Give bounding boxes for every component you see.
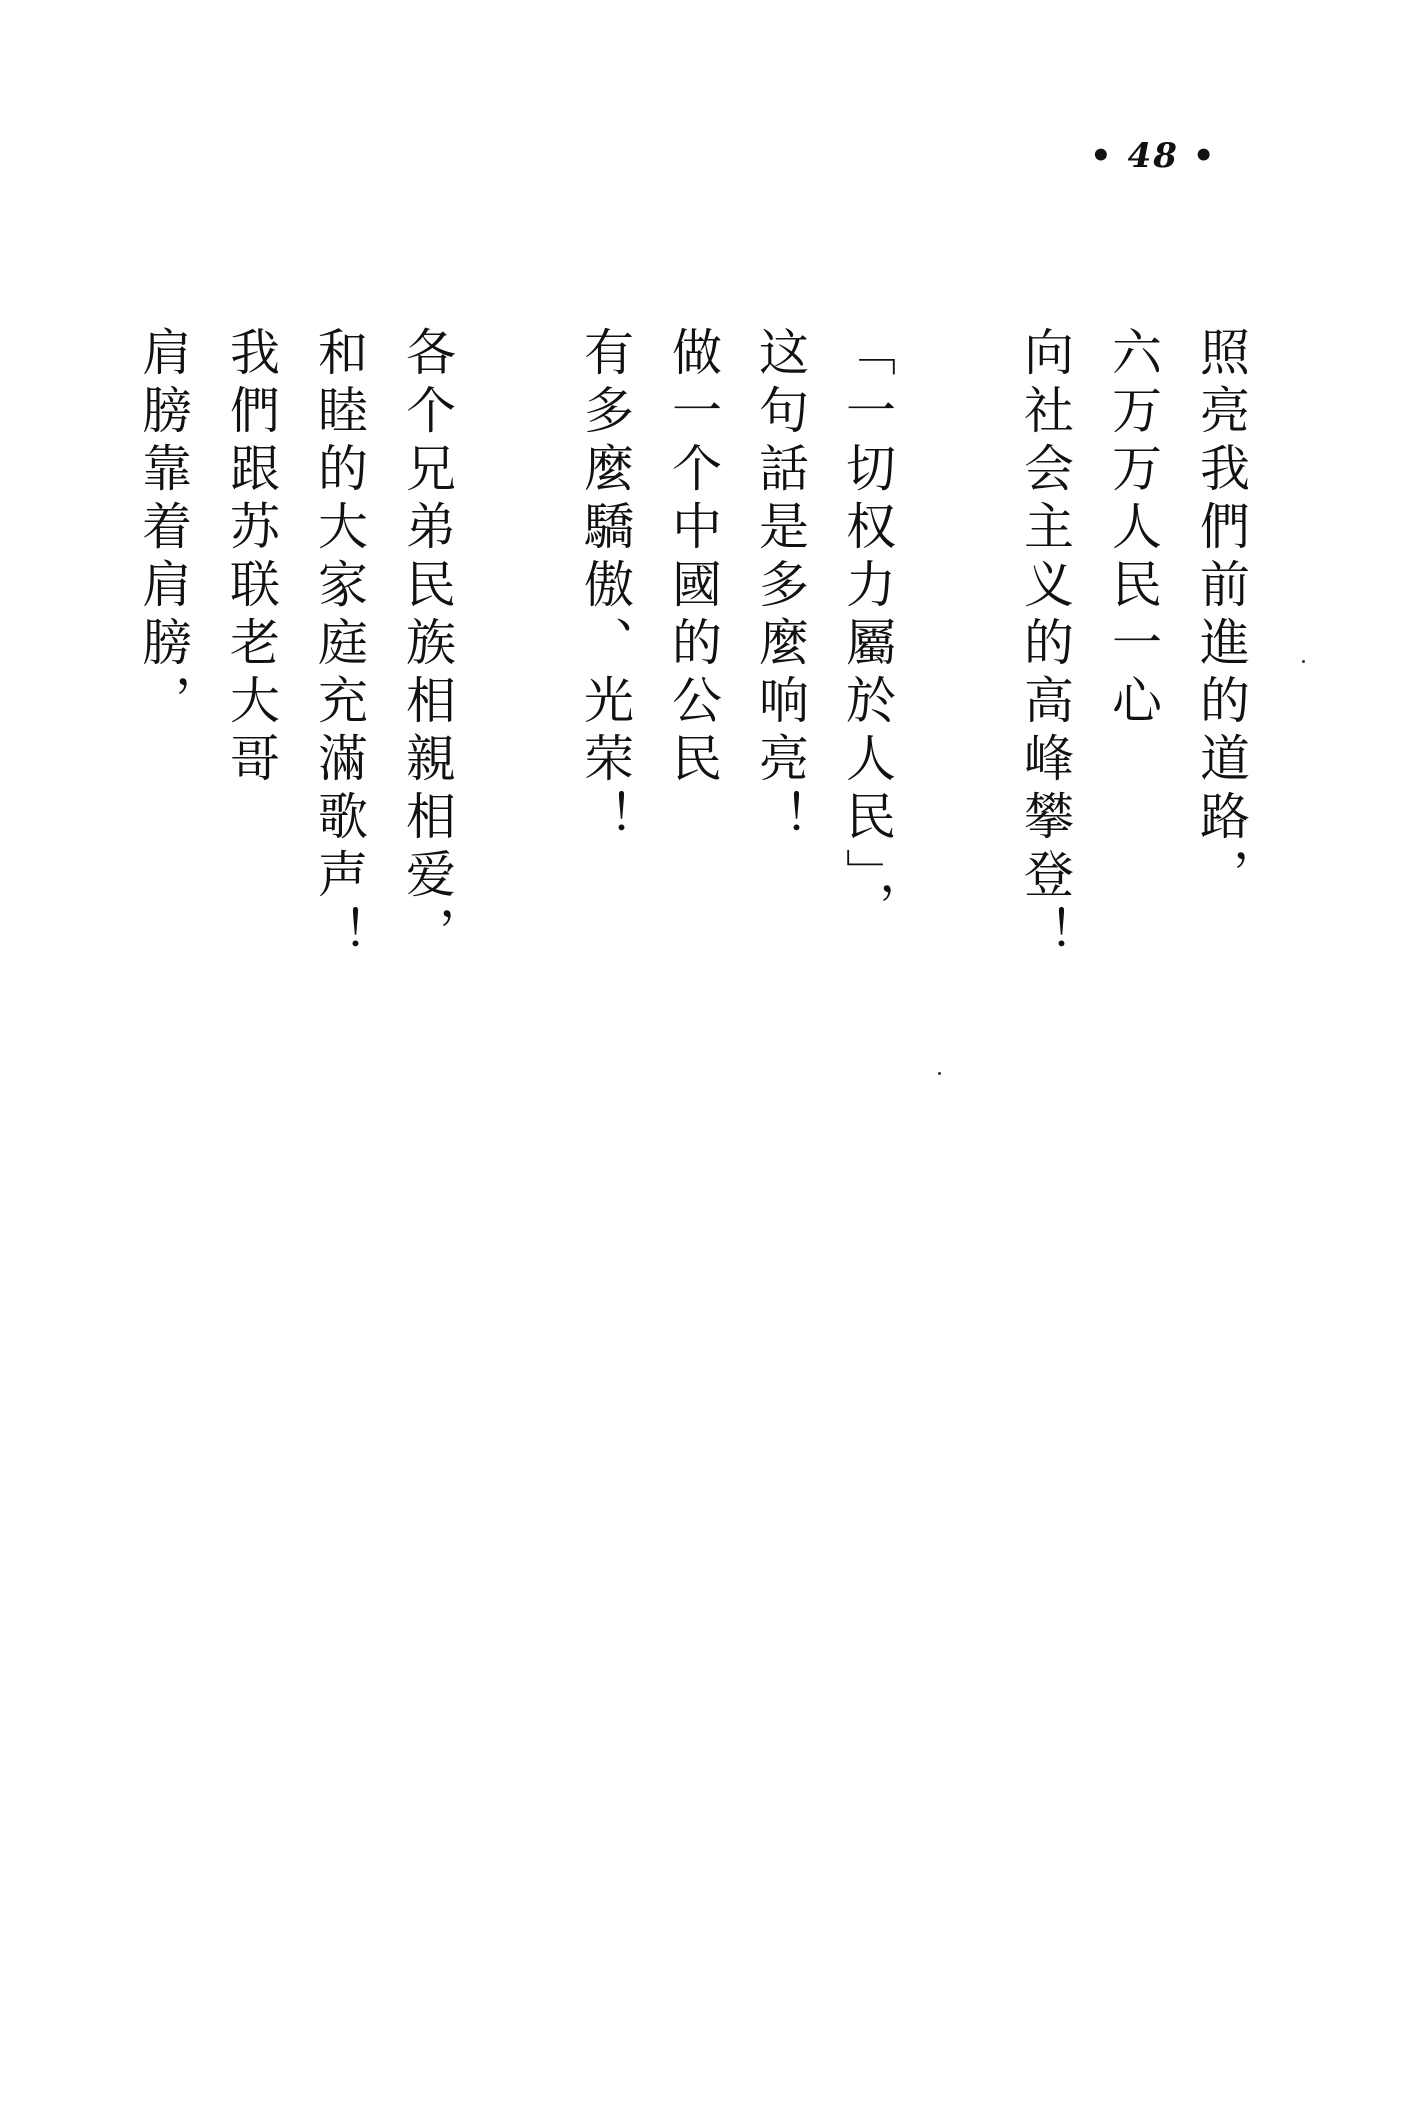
verse-line: 肩膀靠着肩膀， [134,326,192,732]
verse-line: 向社会主义的高峰攀登！ [1016,326,1074,964]
scan-speck [1302,660,1305,663]
verse-line: 照亮我們前進的道路， [1192,326,1250,906]
verse-line: 「一切权力屬於人民」， [838,326,896,939]
verse-line: 六万万人民一心 [1104,326,1162,732]
verse-line: 做一个中國的公民 [664,326,722,790]
scan-speck [938,1072,941,1075]
verse-line: 这句話是多麼响亮！ [751,326,809,848]
verse-line: 和睦的大家庭充滿歌声！ [310,326,368,964]
page-number: • 48 • [1090,136,1217,176]
verse-line: 各个兄弟民族相親相爱， [398,326,456,964]
verse-line: 我們跟苏联老大哥 [222,326,280,790]
verse-line: 有多麼驕傲、光荣！ [576,326,634,848]
